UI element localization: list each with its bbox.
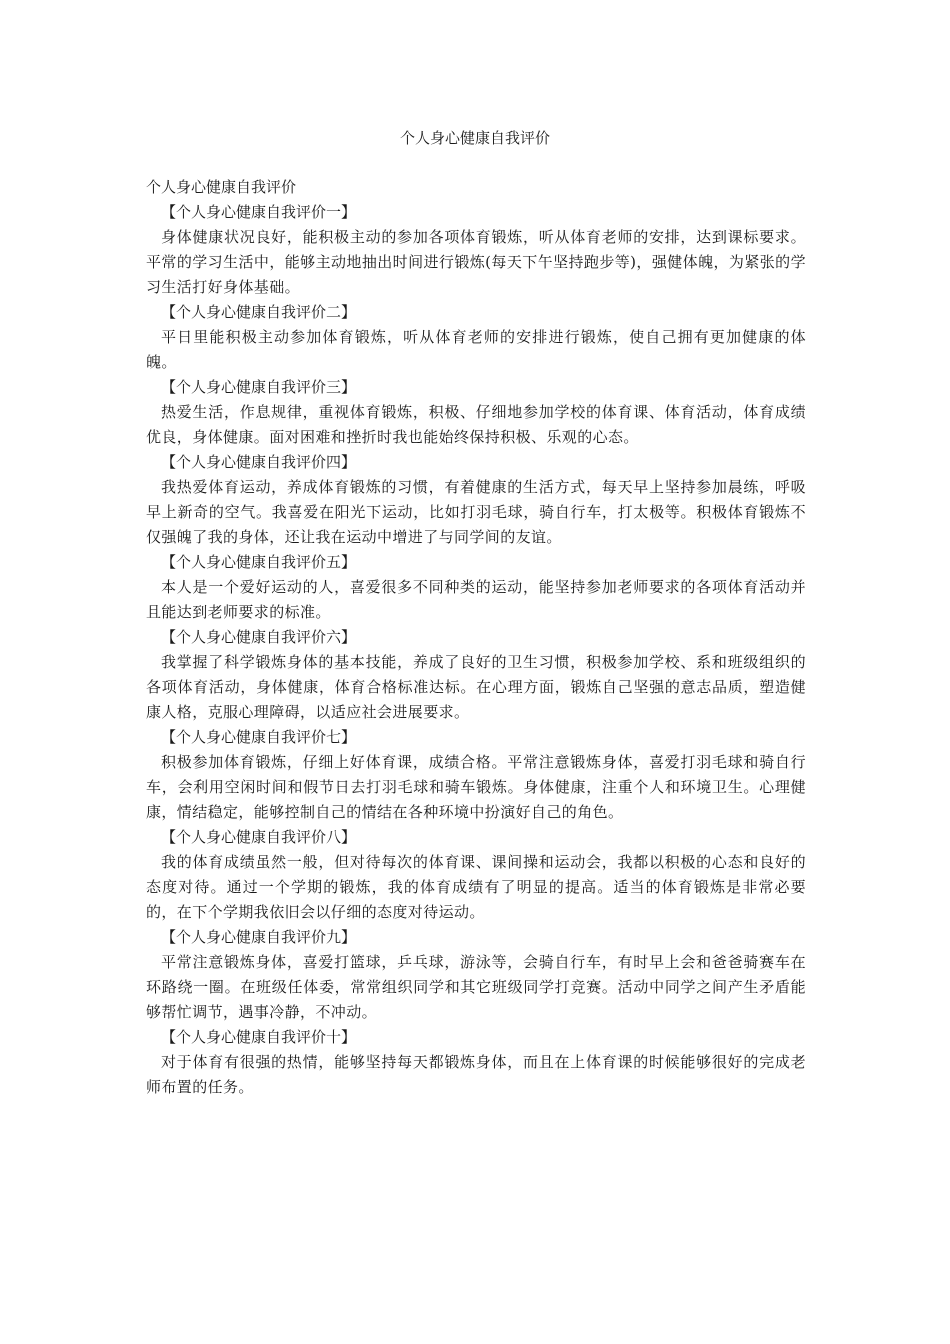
section-heading-9: 【个人身心健康自我评价九】 [161,928,357,946]
section-text-8: 我的体育成绩虽然一般，但对待每次的体育课、课间操和运动会，我都以积极的心态和良好的态度对待。通过一个学期的锻炼，我的体育成绩有了明显的提高。适当的体育锻炼是非常必要的，在下个学期我依旧会以仔细的态度对待运动。 [146,853,806,921]
section-text-9: 平常注意锻炼身体，喜爱打篮球，乒乓球，游泳等，会骑自行车，有时早上会和爸爸骑赛车在环路绕一圈。在班级任体委，常常组织同学和其它班级同学打竞赛。活动中同学之间产生矛盾能够帮忙调节，遇事冷静，不冲动。 [146,953,806,1021]
section-text-2: 平日里能积极主动参加体育锻炼，听从体育老师的安排进行锻炼，使自己拥有更加健康的体魄。 [146,328,806,371]
section-text-6: 我掌握了科学锻炼身体的基本技能，养成了良好的卫生习惯，积极参加学校、系和班级组织的各项体育活动，身体健康，体育合格标准达标。在心理方面，锻炼自己坚强的意志品质，塑造健康人格，克服心理障碍，以适应社会进展要求。 [146,653,806,721]
section-text-10: 对于体育有很强的热情，能够坚持每天都锻炼身体，而且在上体育课的时候能够很好的完成老师布置的任务。 [146,1053,806,1096]
section-text-5: 本人是一个爱好运动的人，喜爱很多不同种类的运动，能坚持参加老师要求的各项体育活动并且能达到老师要求的标准。 [146,578,806,621]
document-body [146,175,806,1100]
section-heading-10: 【个人身心健康自我评价十】 [161,1028,357,1046]
section-text-7: 积极参加体育锻炼，仔细上好体育课，成绩合格。平常注意锻炼身体，喜爱打羽毛球和骑自行车，会利用空闲时间和假节日去打羽毛球和骑车锻炼。身体健康，注重个人和环境卫生。心理健康，情结稳定，能够控制自己的情结在各种环境中扮演好自己的角色。 [146,753,806,821]
section-text-4: 我热爱体育运动，养成体育锻炼的习惯，有着健康的生活方式，每天早上坚持参加晨练，呼吸早上新奇的空气。我喜爱在阳光下运动，比如打羽毛球，骑自行车，打太极等。积极体育锻炼不仅强魄了我的身体，还让我在运动中增进了与同学间的友谊。 [146,478,806,546]
section-heading-7: 【个人身心健康自我评价七】 [161,728,357,746]
section-heading-5: 【个人身心健康自我评价五】 [161,553,357,571]
section-heading-6: 【个人身心健康自我评价六】 [161,628,357,646]
section-text-1: 身体健康状况良好，能积极主动的参加各项体育锻炼，听从体育老师的安排，达到课标要求。平常的学习生活中，能够主动地抽出时间进行锻炼(每天下午坚持跑步等)，强健体魄，为紧张的学习生活打好身体基础。 [146,228,806,296]
page-title: 个人身心健康自我评价 [399,129,550,147]
document-subtitle: 个人身心健康自我评价 [146,178,297,196]
section-heading-4: 【个人身心健康自我评价四】 [161,453,357,471]
section-heading-3: 【个人身心健康自我评价三】 [161,378,357,396]
section-text-3: 热爱生活，作息规律，重视体育锻炼，积极、仔细地参加学校的体育课、体育活动，体育成绩优良，身体健康。面对困难和挫折时我也能始终保持积极、乐观的心态。 [146,403,806,446]
section-heading-8: 【个人身心健康自我评价八】 [161,828,357,846]
section-heading-2: 【个人身心健康自我评价二】 [161,303,357,321]
section-heading-1: 【个人身心健康自我评价一】 [161,203,357,221]
